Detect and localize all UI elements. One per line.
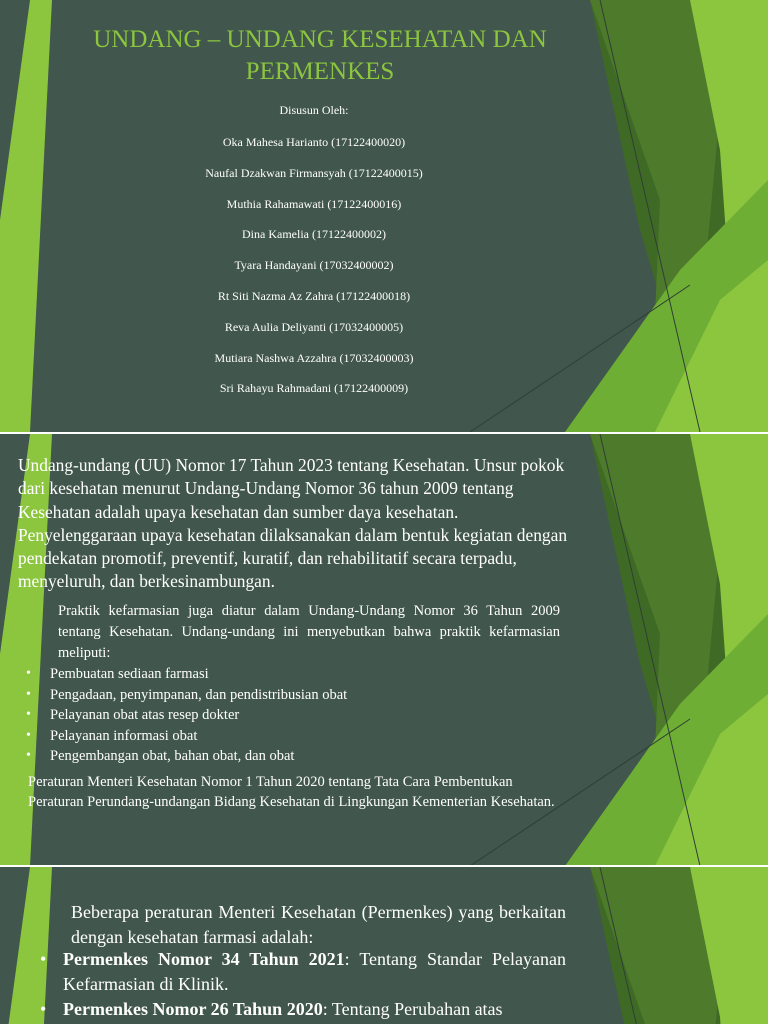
kefarmasian-bullet-list bbox=[0, 664, 347, 767]
uu-intro-text: Undang-undang (UU) Nomor 17 Tahun 2023 tentang Kesehatan. Unsur pokok dari kesehatan menurut Undang-Undang Nomor 36 tahun 2009 tentang Kesehatan adalah upaya kesehatan dan sumber daya kesehatan. Penyelenggaraan upaya kesehatan dilaksanakan dalam bentuk kegiatan dengan pendekatan promotif, preventif, kuratif, dan rehabilitatif secara terpadu, menyeluruh, dan berkesinambungan. bbox=[18, 455, 568, 592]
bullet-icon: • bbox=[26, 686, 31, 702]
bullet-icon: • bbox=[40, 999, 47, 1019]
byline-label: Disusun Oleh: bbox=[279, 103, 349, 117]
author-item: Muthia Rahamawati (17122400016) bbox=[226, 196, 402, 211]
bullet-icon: • bbox=[26, 748, 31, 763]
list-item: • Pelayanan obat atas resep dokter bbox=[26, 707, 240, 723]
permenkes-intro-paragraph: Beberapa peraturan Menteri Kesehatan (Permenkes) yang berkaitan dengan kesehatan farmasi adalah: bbox=[71, 902, 566, 947]
slide-permenkes bbox=[0, 867, 768, 1024]
kefarmasian-paragraph: Praktik kefarmasian juga diatur dalam Undang-Undang Nomor 36 Tahun 2009 tentang Kesehatan. Undang-undang ini menyebutkan bahwa praktik kefarmasian meliputi: bbox=[58, 603, 560, 661]
slide-title-heading: UNDANG – UNDANG KESEHATAN DAN PERMENKES bbox=[93, 26, 547, 85]
author-item: Reva Aulia Deliyanti (17032400005) bbox=[224, 319, 404, 334]
bullet-icon: • bbox=[26, 707, 31, 722]
permenkes-bullet-list bbox=[0, 947, 566, 1022]
bullet-icon: • bbox=[26, 666, 31, 681]
author-item: Naufal Dzakwan Firmansyah (17122400015) bbox=[205, 165, 423, 180]
author-item: Oka Mahesa Harianto (17122400020) bbox=[222, 135, 406, 149]
author-list bbox=[0, 134, 628, 411]
list-item: • Pelayanan informasi obat bbox=[26, 727, 198, 744]
author-item: Tyara Handayani (17032400002) bbox=[234, 258, 394, 273]
author-item: Sri Rahayu Rahmadani (17122400009) bbox=[219, 381, 409, 396]
list-item: • Permenkes Nomor 26 Tahun 2020: Tentang Perubahan atas bbox=[0, 997, 566, 1022]
list-item: • Pengembangan obat, bahan obat, dan obat bbox=[26, 748, 295, 764]
list-item: • Pembuatan sediaan farmasi bbox=[26, 666, 209, 682]
list-item: • Permenkes Nomor 34 Tahun 2021: Tentang Standar Pelayanan Kefarmasian di Klinik. bbox=[40, 949, 566, 994]
list-item: • Pengadaan, penyimpanan, dan pendistribusian obat bbox=[26, 686, 348, 703]
author-item: Rt Siti Nazma Az Zahra (17122400018) bbox=[217, 288, 411, 303]
slide-title bbox=[0, 0, 768, 432]
permenkes-note: Peraturan Menteri Kesehatan Nomor 1 Tahun 2020 tentang Tata Cara Pembentukan Peraturan Perundang-undangan Bidang Kesehatan di Lingkungan Kementerian Kesehatan. bbox=[28, 774, 555, 810]
slide-undang-undang bbox=[0, 434, 768, 865]
author-item: Dina Kamelia (17122400002) bbox=[242, 227, 386, 242]
bullet-icon: • bbox=[40, 949, 47, 969]
author-item: Mutiara Nashwa Azzahra (17032400003) bbox=[214, 350, 414, 365]
bullet-icon: • bbox=[26, 727, 31, 743]
